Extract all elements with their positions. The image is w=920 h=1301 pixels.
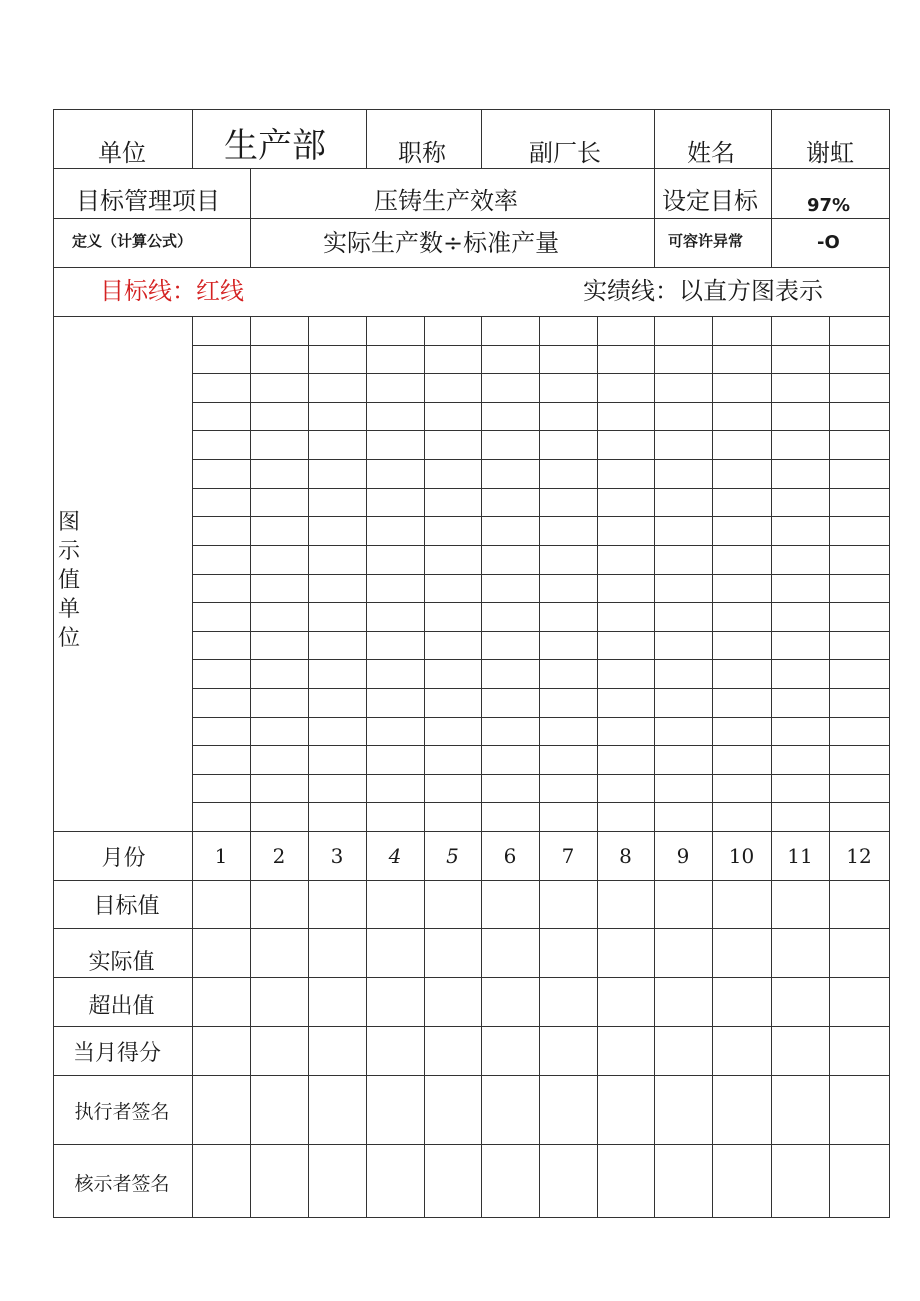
- month-row-label: 月份: [101, 845, 146, 871]
- month-number: 2: [272, 844, 286, 868]
- grid-line: [192, 545, 889, 546]
- grid-line: [53, 1144, 889, 1145]
- grid-line: [250, 316, 251, 1218]
- title-value: 副厂长: [529, 139, 601, 167]
- grid-line: [654, 109, 655, 168]
- month-number: 11: [787, 844, 813, 868]
- grid-line: [829, 316, 830, 1218]
- grid-line: [192, 109, 193, 168]
- month-number: 12: [846, 844, 872, 868]
- name-label: 姓名: [687, 139, 735, 167]
- grid-line: [481, 109, 482, 168]
- target-item-label: 目标管理项目: [76, 187, 220, 215]
- axis-label-char: 单: [58, 597, 81, 622]
- name-value: 谢虹: [806, 139, 854, 167]
- grid-line: [192, 488, 889, 489]
- row-label-target-value: 目标值: [93, 894, 160, 919]
- grid-line: [192, 774, 889, 775]
- grid-line: [771, 168, 772, 267]
- title-label: 职称: [398, 139, 446, 167]
- chart-axis-label: [58, 508, 86, 653]
- target-item-value: 压铸生产效率: [374, 187, 518, 215]
- grid-line: [53, 1075, 889, 1076]
- grid-line: [192, 316, 193, 1218]
- grid-line: [366, 109, 367, 168]
- grid-line: [597, 316, 598, 1218]
- grid-line: [192, 659, 889, 660]
- grid-line: [192, 430, 889, 431]
- unit-label: 单位: [98, 139, 146, 167]
- grid-line: [192, 516, 889, 517]
- grid-line: [654, 168, 655, 267]
- axis-label-char: 值: [58, 568, 81, 593]
- grid-line: [712, 316, 713, 1218]
- grid-line: [250, 168, 251, 267]
- month-number: 8: [619, 844, 632, 868]
- grid-line: [366, 316, 367, 1218]
- month-number: 1: [214, 844, 228, 868]
- grid-line: [308, 316, 309, 1218]
- grid-line: [192, 574, 889, 575]
- grid-line: [192, 802, 889, 803]
- definition-label: 定义（计算公式）: [72, 232, 193, 250]
- grid-line: [771, 316, 772, 1218]
- month-number: 4: [388, 844, 402, 868]
- grid-line: [192, 631, 889, 632]
- month-number: 10: [728, 844, 755, 868]
- row-label-monthly-score: 当月得分: [72, 1040, 161, 1066]
- grid-line: [192, 459, 889, 460]
- grid-line: [192, 345, 889, 346]
- row-label-executor-signature: 执行者签名: [74, 1100, 170, 1123]
- grid-line: [654, 316, 655, 1218]
- month-number: 3: [330, 844, 344, 868]
- grid-line: [53, 316, 889, 317]
- unit-value: 生产部: [224, 126, 326, 166]
- month-number: 7: [561, 844, 575, 868]
- grid-line: [192, 688, 889, 689]
- grid-line: [192, 717, 889, 718]
- tolerance-value: -O: [817, 232, 840, 253]
- grid-line: [53, 1026, 889, 1027]
- grid-line: [192, 402, 889, 403]
- goal-label: 设定目标: [662, 187, 758, 215]
- grid-line: [192, 373, 889, 374]
- grid-line: [53, 168, 889, 169]
- row-label-actual-value: 实际值: [88, 949, 155, 975]
- axis-label-char: 图: [58, 510, 81, 535]
- axis-label-char: 示: [58, 539, 81, 564]
- actual-line-legend: 实绩线：以直方图表示: [583, 277, 823, 305]
- grid-line: [424, 316, 425, 1218]
- definition-formula: 实际生产数÷标准产量: [323, 229, 560, 257]
- grid-line: [53, 267, 889, 268]
- tolerance-label: 可容许异常: [668, 232, 744, 250]
- grid-line: [481, 316, 482, 1218]
- grid-line: [539, 316, 540, 1218]
- month-number: 5: [446, 844, 459, 868]
- axis-label-char: 位: [58, 626, 81, 651]
- grid-line: [192, 602, 889, 603]
- row-label-excess-value: 超出值: [88, 993, 155, 1019]
- month-number: 9: [676, 844, 690, 868]
- goal-value: 97%: [807, 195, 851, 216]
- grid-line: [771, 109, 772, 168]
- grid-line: [53, 218, 889, 219]
- grid-line: [192, 745, 889, 746]
- month-number: 6: [503, 844, 517, 868]
- target-line-legend: 目标线：红线: [100, 277, 244, 305]
- row-label-reviewer-signature: 核示者签名: [74, 1172, 170, 1195]
